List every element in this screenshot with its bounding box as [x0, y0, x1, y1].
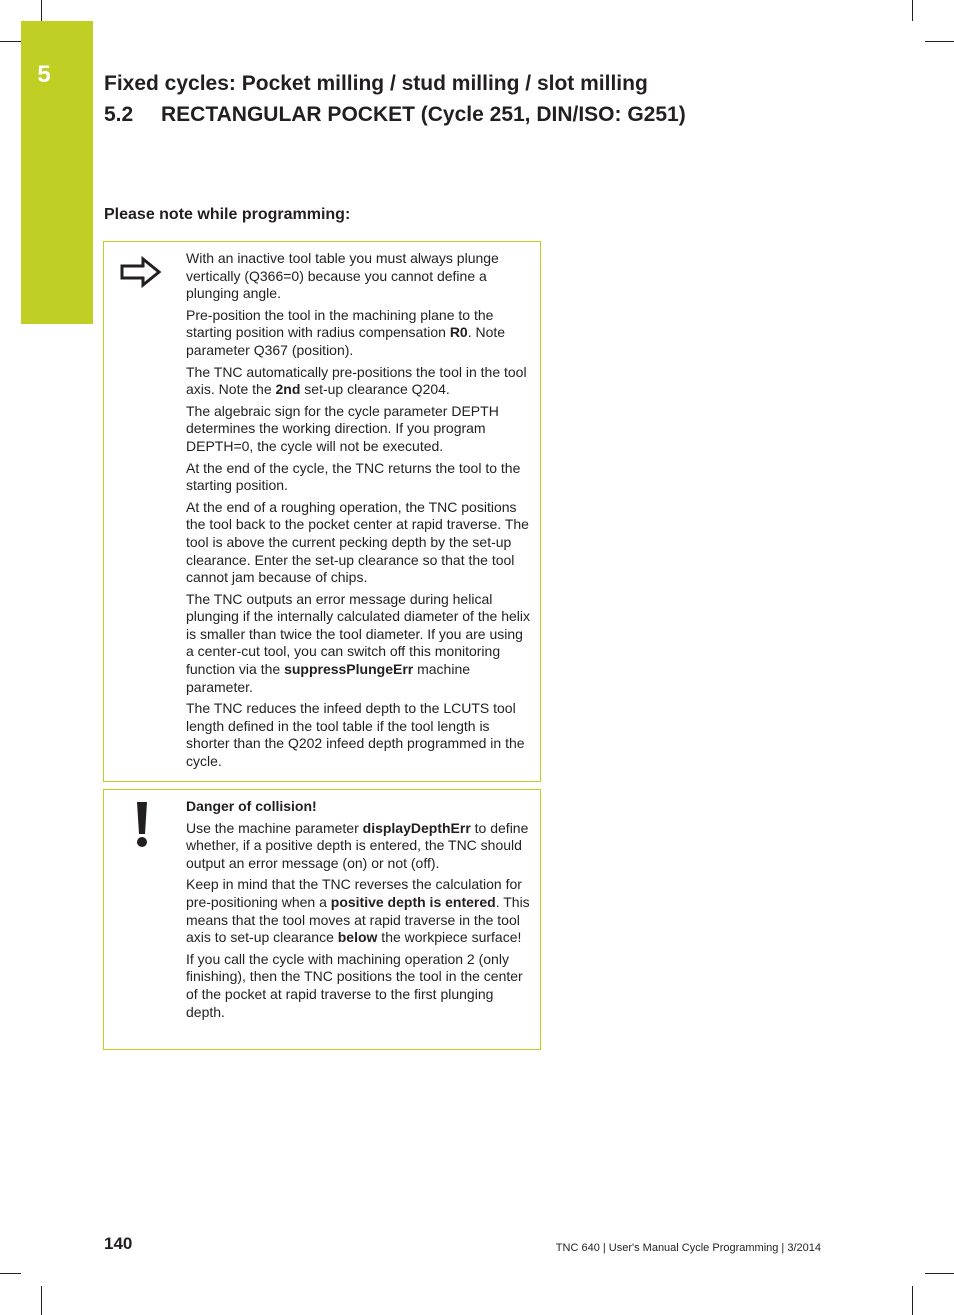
note-icon-column — [104, 242, 187, 781]
section-title — [104, 103, 686, 127]
arrow-right-icon — [119, 256, 163, 288]
bold-term: positive depth is entered — [330, 893, 496, 910]
note-paragraph — [186, 798, 534, 816]
bold-term: below — [337, 929, 378, 946]
chapter-title: Fixed cycles: Pocket milling / stud milling / slot milling — [104, 72, 648, 95]
text-run: If you call the cycle with machining operation 2 (only finishing), then the TNC positions the tool in the center of the pocket at rapid traverse to the first plunging depth. — [186, 950, 523, 1020]
text-run: The TNC outputs an error message during helical plunging if the internally calculated diameter of the helix is smaller than twice the tool diameter. If you are using a center-cut tool, you can switch off this monitoring function via the — [186, 590, 530, 678]
note-paragraph — [186, 499, 534, 587]
note-paragraph — [186, 460, 534, 495]
crop-mark — [925, 1273, 954, 1274]
text-run: Keep in mind that the TNC reverses the calculation for pre-positioning when a — [186, 876, 522, 910]
text-run: The algebraic sign for the cycle parameter DEPTH determines the working direction. If you program DEPTH=0, the cycle will not be executed. — [186, 402, 499, 454]
bold-term: displayDepthErr — [362, 819, 471, 836]
crop-mark — [912, 1286, 913, 1315]
section-title-text: RECTANGULAR POCKET (Cycle 251, DIN/ISO: G251) — [161, 103, 686, 126]
note-paragraph — [186, 307, 534, 360]
exclamation-icon — [132, 800, 152, 850]
note-paragraph — [186, 820, 534, 873]
section-number: 5.2 — [104, 103, 134, 126]
text-run: the workpiece surface! — [377, 929, 522, 946]
note-paragraph — [186, 403, 534, 456]
note-paragraph — [186, 951, 534, 1021]
text-run: The TNC reduces the infeed depth to the LCUTS tool length defined in the tool table if the tool length is shorter than the Q202 infeed depth programmed in the cycle. — [186, 700, 525, 770]
text-run: . This means that the tool moves at rapid traverse in the tool axis to set-up clearance — [186, 893, 530, 946]
crop-mark — [0, 41, 21, 42]
note-paragraph — [186, 876, 534, 946]
chapter-number: 5 — [37, 61, 51, 88]
text-run: At the end of the cycle, the TNC returns the tool to the starting position. — [186, 459, 521, 494]
note-paragraph — [186, 364, 534, 399]
text-run: With an inactive tool table you must always plunge vertically (Q366=0) because you cannot define a plunging angle. — [186, 250, 499, 302]
bold-term: Danger of collision! — [186, 798, 317, 814]
page-number: 140 — [104, 1234, 133, 1253]
note-text — [186, 250, 534, 775]
crop-mark — [912, 0, 913, 21]
note-paragraph — [186, 250, 534, 303]
warning-box — [103, 789, 541, 1050]
note-paragraph — [186, 591, 534, 697]
text-run: set-up clearance Q204. — [300, 381, 450, 398]
text-run: At the end of a roughing operation, the TNC positions the tool back to the pocket center at rapid traverse. The tool is above the current pecking depth by the set-up clearance. Enter the set-up clearance so that the tool cannot jam because of chips. — [186, 498, 529, 586]
text-run: machine parameter. — [186, 661, 471, 695]
footer-text: TNC 640 | User's Manual Cycle Programming | 3/2014 — [555, 1242, 821, 1254]
bold-term: 2nd — [275, 381, 301, 398]
text-run: to define whether, if a positive depth is entered, the TNC should output an error message (on) or not (off). — [186, 819, 529, 871]
section-heading: Please note while programming: — [104, 206, 351, 223]
chapter-tab — [21, 21, 93, 324]
text-run: Use the machine parameter — [186, 819, 363, 836]
crop-mark — [925, 41, 954, 42]
crop-mark — [41, 1286, 42, 1315]
text-run: . Note parameter Q367 (position). — [186, 324, 506, 358]
note-box — [103, 241, 541, 782]
bold-term: R0 — [449, 324, 468, 341]
text-run: Pre-position the tool in the machining plane to the starting position with radius compensation — [186, 306, 494, 341]
crop-mark — [0, 1273, 21, 1274]
warning-text — [186, 798, 534, 1025]
crop-mark — [41, 0, 42, 21]
note-paragraph — [186, 700, 534, 770]
bold-term: suppressPlungeErr — [284, 661, 414, 678]
text-run: The TNC automatically pre-positions the tool in the tool axis. Note the — [186, 363, 527, 398]
